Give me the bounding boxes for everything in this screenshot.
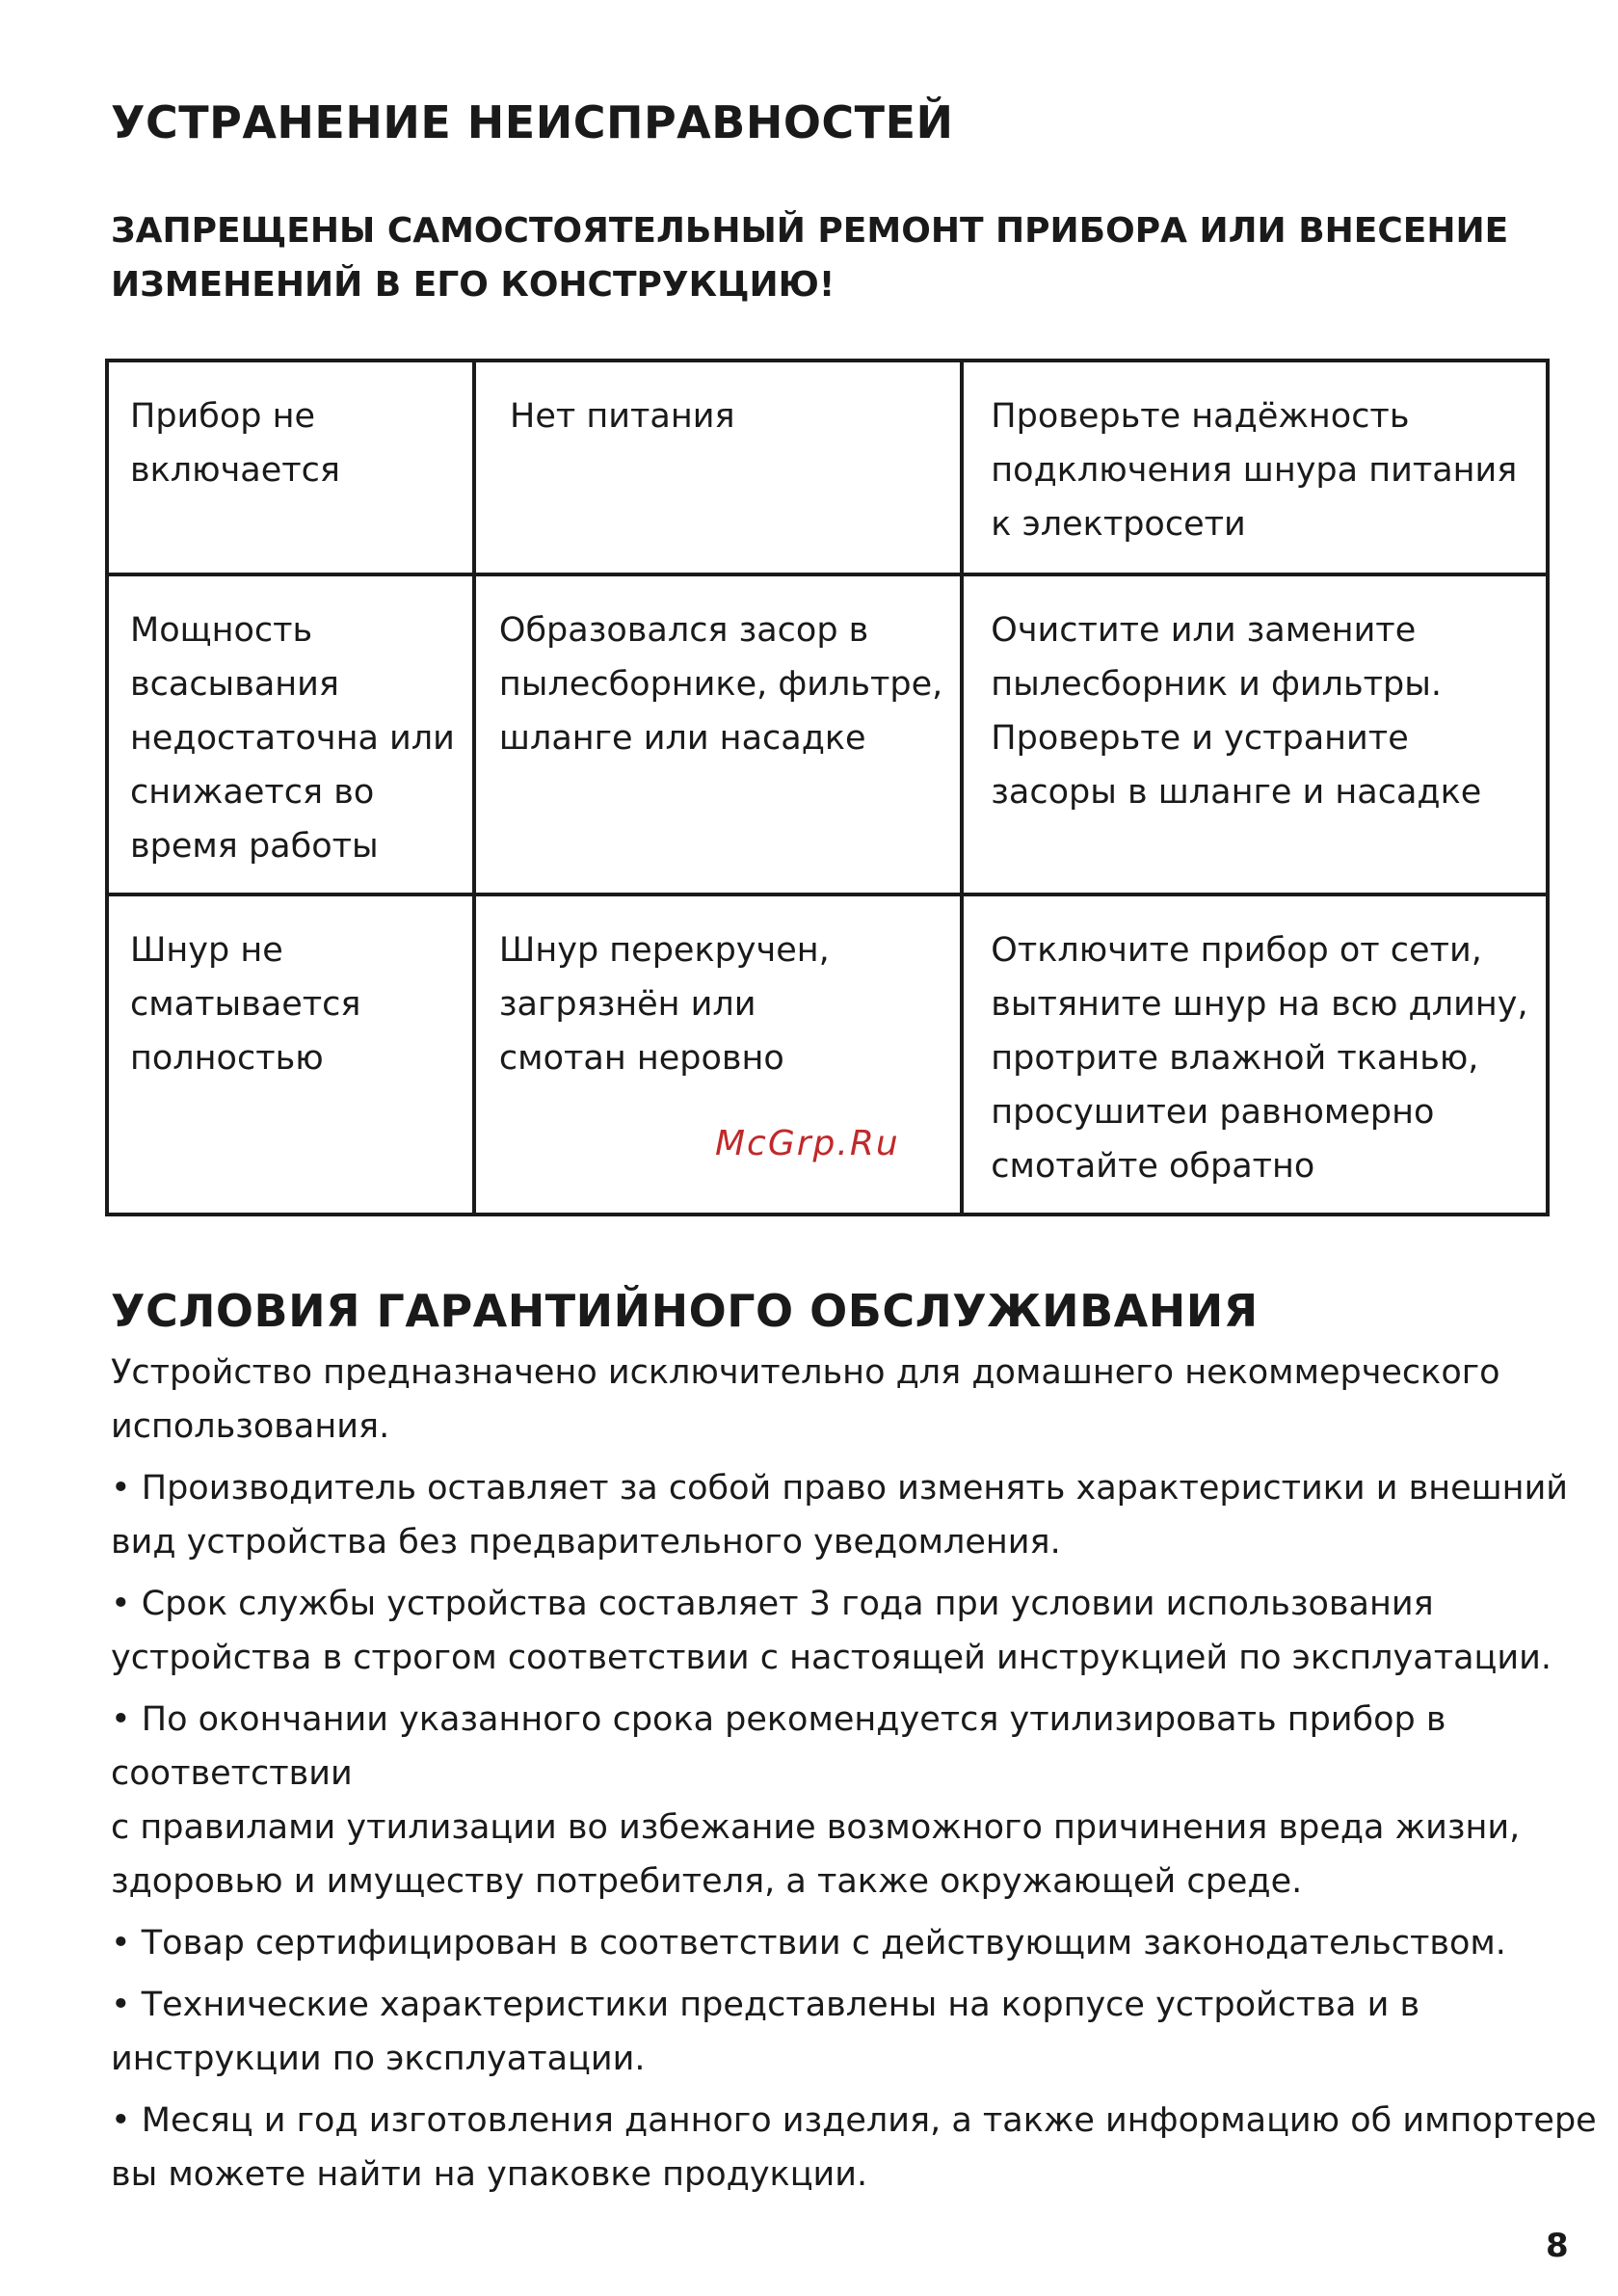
warning-line: ИЗМЕНЕНИЙ В ЕГО КОНСТРУКЦИЮ! bbox=[111, 265, 836, 305]
text-line: • Производитель оставляет за собой право изменять характеристики и внешний bbox=[111, 1469, 1569, 1508]
cell-line: Прибор не bbox=[130, 397, 316, 436]
warranty-text bbox=[111, 1346, 1597, 2209]
cell-line: Шнур не bbox=[130, 931, 283, 970]
solution-cell bbox=[962, 574, 1547, 894]
cell-line: к электросети bbox=[991, 505, 1246, 544]
cell-line: Шнур перекручен, bbox=[498, 931, 830, 970]
cell-line: Отключите прибор от сети, bbox=[991, 931, 1482, 970]
warranty-paragraph bbox=[111, 1461, 1576, 1569]
cell-line: Очистите или замените bbox=[991, 611, 1417, 650]
text-line: инструкции по эксплуатации. bbox=[111, 2040, 646, 2078]
cell-line: время работы bbox=[130, 827, 379, 866]
text-line: устройства в строгом соответствии с настоящей инструкцией по эксплуатации. bbox=[111, 1639, 1552, 1677]
page-number: 8 bbox=[1546, 2227, 1569, 2265]
text-line: • По окончании указанного срока рекомендуется утилизировать прибор в bbox=[111, 1700, 1446, 1739]
cell-line: всасывания bbox=[130, 665, 339, 704]
troubleshooting-table bbox=[105, 359, 1550, 1216]
text-line: использования. bbox=[111, 1407, 390, 1446]
problem-cell bbox=[107, 360, 474, 574]
text-line: вы можете найти на упаковке продукции. bbox=[111, 2155, 868, 2194]
cell-line: полностью bbox=[130, 1039, 324, 1078]
cause-cell bbox=[474, 574, 962, 894]
table-row bbox=[107, 360, 1548, 574]
text-line: вид устройства без предварительного уведомления. bbox=[111, 1523, 1061, 1562]
warranty-paragraph bbox=[111, 1978, 1576, 2086]
cell-line: пылесборник и фильтры. bbox=[991, 665, 1442, 704]
text-line: соответствии bbox=[111, 1754, 353, 1793]
cell-line: пылесборнике, фильтре, bbox=[498, 665, 943, 704]
problem-cell bbox=[107, 894, 474, 1215]
solution-cell bbox=[962, 360, 1547, 574]
table-row bbox=[107, 574, 1548, 894]
warranty-paragraph bbox=[111, 1577, 1576, 1685]
warning-line: ЗАПРЕЩЕНЫ САМОСТОЯТЕЛЬНЫЙ РЕМОНТ ПРИБОРА ИЛИ ВНЕСЕНИЕ bbox=[111, 211, 1509, 251]
text-line: • Технические характеристики представлены на корпусе устройства и в bbox=[111, 1986, 1420, 2024]
cell-line: вытяните шнур на всю длину, bbox=[991, 985, 1528, 1024]
cell-line: Проверьте и устраните bbox=[991, 719, 1409, 758]
cell-line: недостаточна или bbox=[130, 719, 455, 758]
warranty-heading: УСЛОВИЯ ГАРАНТИЙНОГО ОБСЛУЖИВАНИЯ bbox=[111, 1285, 1259, 1337]
solution-cell bbox=[962, 894, 1547, 1215]
cause-cell bbox=[474, 360, 962, 574]
cell-line: Образовался засор в bbox=[498, 611, 869, 650]
cell-line: смотайте обратно bbox=[991, 1147, 1315, 1186]
text-line: с правилами утилизации во избежание возможного причинения вреда жизни, bbox=[111, 1808, 1521, 1847]
text-line: • Месяц и год изготовления данного изделия, а также информацию об импортере bbox=[111, 2101, 1597, 2140]
cell-line: Мощность bbox=[130, 611, 313, 650]
cell-line: смотан неровно bbox=[498, 1039, 784, 1078]
problem-cell bbox=[107, 574, 474, 894]
troubleshooting-heading: УСТРАНЕНИЕ НЕИСПРАВНОСТЕЙ bbox=[111, 96, 954, 148]
text-line: Устройство предназначено исключительно для домашнего некоммерческого bbox=[111, 1353, 1500, 1392]
cell-line: снижается во bbox=[130, 773, 375, 812]
cell-line: Проверьте надёжность bbox=[991, 397, 1410, 436]
cell-line: шланге или насадке bbox=[498, 719, 866, 758]
cell-line: сматывается bbox=[130, 985, 361, 1024]
text-line: здоровью и имуществу потребителя, а также окружающей среде. bbox=[111, 1862, 1303, 1901]
text-line: • Товар сертифицирован в соответствии с действующим законодательством. bbox=[111, 1924, 1506, 1962]
table-row bbox=[107, 894, 1548, 1215]
warranty-paragraph bbox=[111, 2094, 1597, 2202]
warranty-paragraph bbox=[111, 1916, 1576, 1970]
cause-cell bbox=[474, 894, 962, 1215]
warranty-paragraph bbox=[111, 1693, 1576, 1909]
cell-line: протрите влажной тканью, bbox=[991, 1039, 1479, 1078]
cell-line: Нет питания bbox=[498, 397, 735, 436]
warranty-paragraph bbox=[111, 1346, 1576, 1454]
cell-line: загрязнён или bbox=[498, 985, 756, 1024]
cell-line: подключения шнура питания bbox=[991, 451, 1518, 490]
text-line: • Срок службы устройства составляет 3 года при условии использования bbox=[111, 1585, 1434, 1623]
cell-line: включается bbox=[130, 451, 340, 490]
cell-line: просушитеи равномерно bbox=[991, 1093, 1435, 1132]
repair-warning bbox=[111, 204, 1537, 312]
watermark: McGrp.Ru bbox=[715, 1124, 900, 1163]
cell-line: засоры в шланге и насадке bbox=[991, 773, 1482, 812]
